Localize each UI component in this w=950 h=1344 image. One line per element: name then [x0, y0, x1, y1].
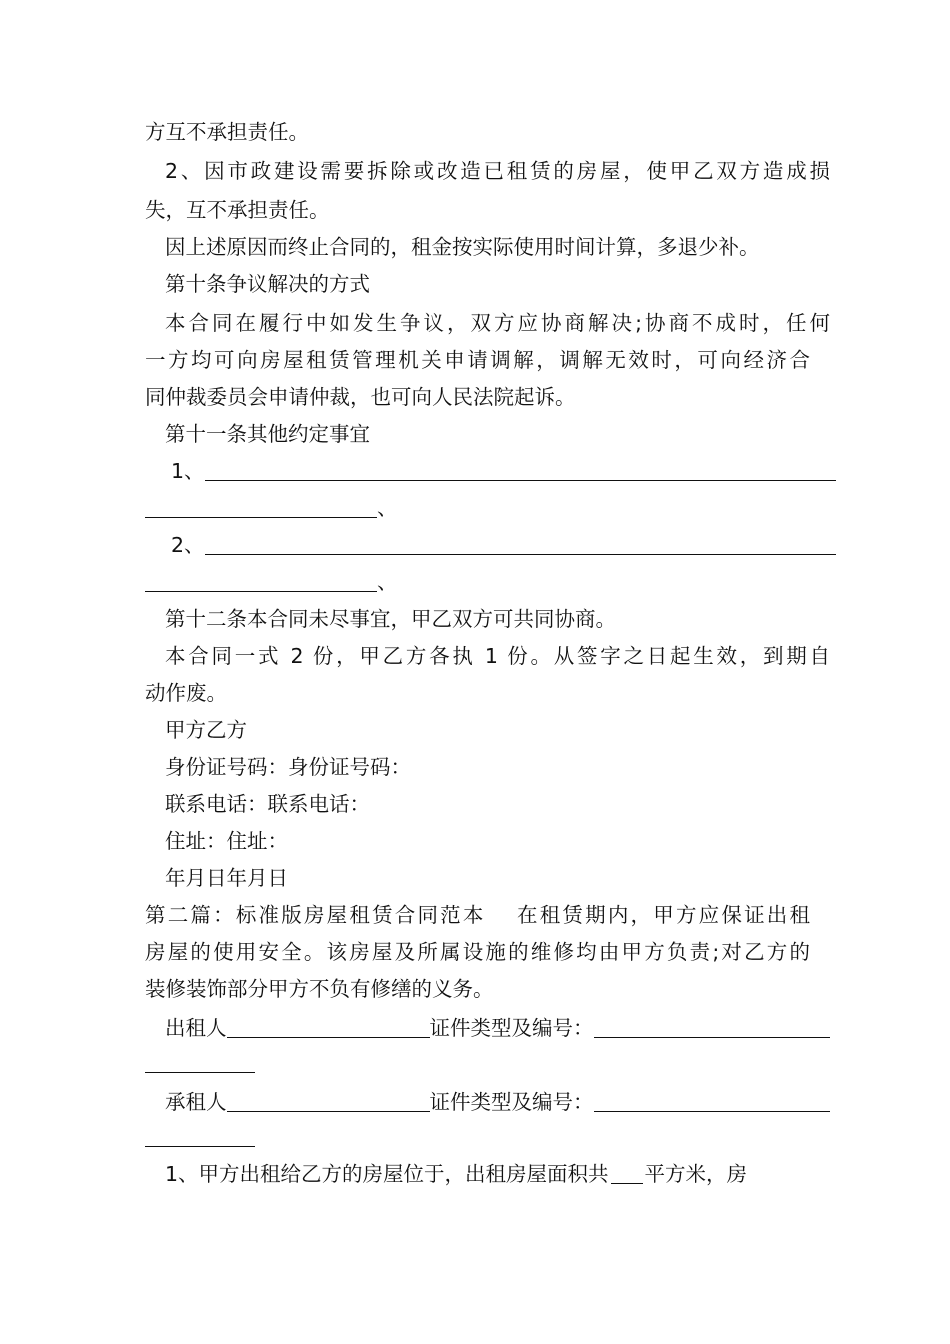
lessee-row-continued [145, 1126, 810, 1154]
blank-item-2-continued [145, 568, 810, 596]
item-number: 1、 [171, 459, 205, 483]
blank-underline [205, 534, 836, 555]
lessee-label: 承租人 [165, 1090, 227, 1114]
signature-parties: 甲方乙方 [165, 718, 247, 742]
paragraph-line: 2、因市政建设需要拆除或改造已租赁的房屋，使甲乙双方造成损 [165, 159, 830, 183]
blank-item-1-continued [145, 494, 810, 522]
clause-1-text: 1、甲方出租给乙方的房屋位于，出租房屋面积共 [165, 1162, 609, 1186]
lessee-id-label: 证件类型及编号： [429, 1090, 594, 1114]
section-heading: 第十一条其他约定事宜 [165, 422, 370, 446]
blank-underline [227, 1091, 430, 1112]
address-labels: 住址：住址： [165, 829, 288, 853]
blank-underline [594, 1017, 831, 1038]
lessor-id-label: 证件类型及编号： [429, 1016, 594, 1040]
phone-labels: 联系电话：联系电话： [165, 792, 370, 816]
paragraph-line: 房屋的使用安全。该房屋及所属设施的维修均由甲方负责;对乙方的 [145, 940, 810, 964]
lessor-row-continued [145, 1052, 810, 1080]
blank-underline [145, 1052, 255, 1073]
section-heading: 第十条争议解决的方式 [165, 272, 370, 296]
paragraph-line: 动作废。 [145, 681, 227, 705]
paragraph-line: 装修装饰部分甲方不负有修缮的义务。 [145, 977, 494, 1001]
paragraph-line: 方互不承担责任。 [145, 120, 309, 144]
lessor-label: 出租人 [165, 1016, 227, 1040]
section-heading: 第十二条本合同未尽事宜，甲乙双方可共同协商。 [165, 607, 616, 631]
area-blank-underline [611, 1163, 643, 1184]
blank-underline [594, 1091, 831, 1112]
date-labels: 年月日年月日 [165, 866, 288, 890]
lessor-row [145, 1014, 830, 1042]
lessee-row [145, 1088, 830, 1116]
paragraph-line: 失，互不承担责任。 [145, 198, 330, 222]
blank-item-2 [145, 531, 836, 559]
paragraph-line: 第二篇：标准版房屋租赁合同范本 在租赁期内，甲方应保证出租 [145, 903, 810, 927]
paragraph-line: 因上述原因而终止合同的，租金按实际使用时间计算，多退少补。 [165, 235, 760, 259]
blank-underline [145, 497, 377, 518]
paragraph-line: 同仲裁委员会申请仲裁，也可向人民法院起诉。 [145, 385, 576, 409]
blank-item-1 [145, 457, 836, 485]
clause-1-line [145, 1160, 830, 1188]
blank-underline [145, 571, 377, 592]
item-end-mark: 、 [377, 496, 398, 520]
paragraph-line: 本合同一式 2 份，甲乙方各执 1 份。从签字之日起生效，到期自 [165, 644, 830, 668]
paragraph-line: 一方均可向房屋租赁管理机关申请调解，调解无效时，可向经济合 [145, 348, 810, 372]
blank-underline [205, 460, 836, 481]
blank-underline [227, 1017, 430, 1038]
item-end-mark: 、 [377, 570, 398, 594]
paragraph-line: 本合同在履行中如发生争议，双方应协商解决;协商不成时，任何 [165, 311, 830, 335]
blank-underline [145, 1126, 255, 1147]
clause-1-text-end: 平方米，房 [644, 1162, 748, 1186]
id-number-labels: 身份证号码：身份证号码： [165, 755, 411, 779]
item-number: 2、 [171, 533, 205, 557]
